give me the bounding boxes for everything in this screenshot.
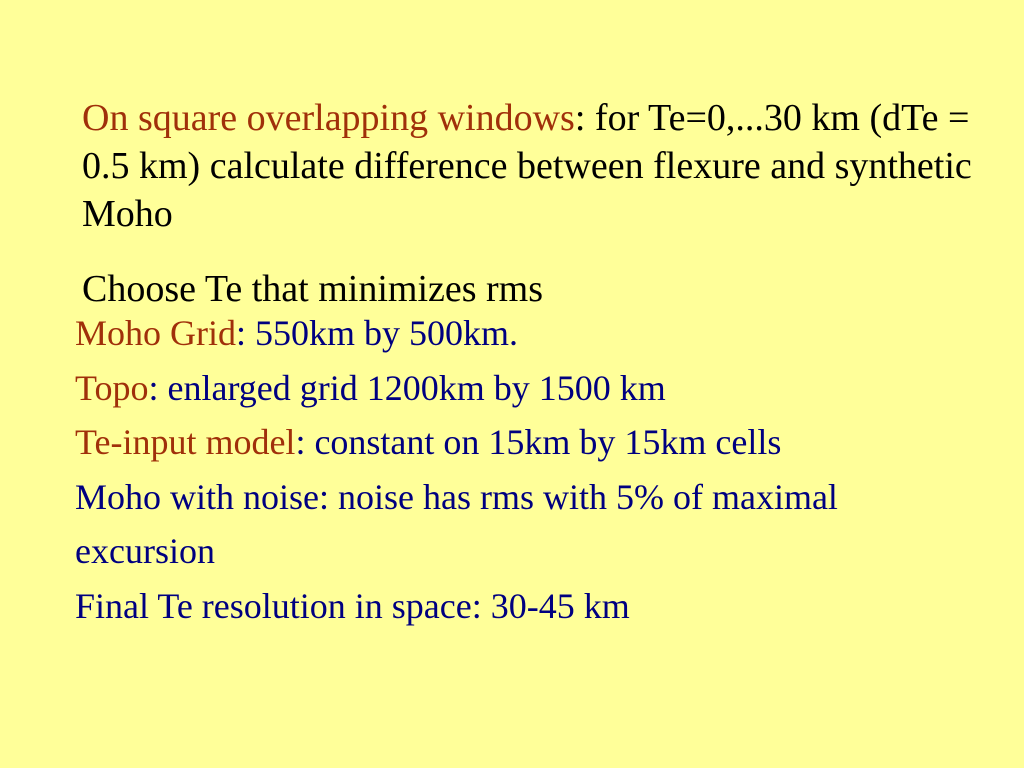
topo-line (75, 361, 955, 416)
topo-label: Topo (75, 367, 149, 408)
moho-grid-line (75, 306, 955, 361)
te-input-label: Te-input model (75, 422, 296, 462)
method-description (82, 94, 982, 313)
method-heading: On square overlapping windows (82, 97, 575, 139)
topo-value: : enlarged grid 1200km by 1500 km (148, 367, 666, 408)
te-input-line (75, 415, 955, 470)
method-text: : for Te=0,...30 km (dTe = 0.5 km) calculate difference between flexure and synthetic Moho (82, 97, 972, 235)
moho-noise-line: Moho with noise: noise has rms with 5% of maximal excursion (75, 476, 838, 571)
method-paragraph (82, 94, 982, 238)
moho-grid-value: : 550km by 500km. (236, 313, 519, 353)
final-te-line: Final Te resolution in space: 30-45 km (75, 585, 630, 626)
moho-grid-label: Moho Grid (75, 313, 236, 353)
choose-te-text: Choose Te that minimizes rms (82, 268, 544, 310)
model-parameters (75, 306, 955, 633)
te-input-value: : constant on 15km by 15km cells (295, 422, 782, 462)
